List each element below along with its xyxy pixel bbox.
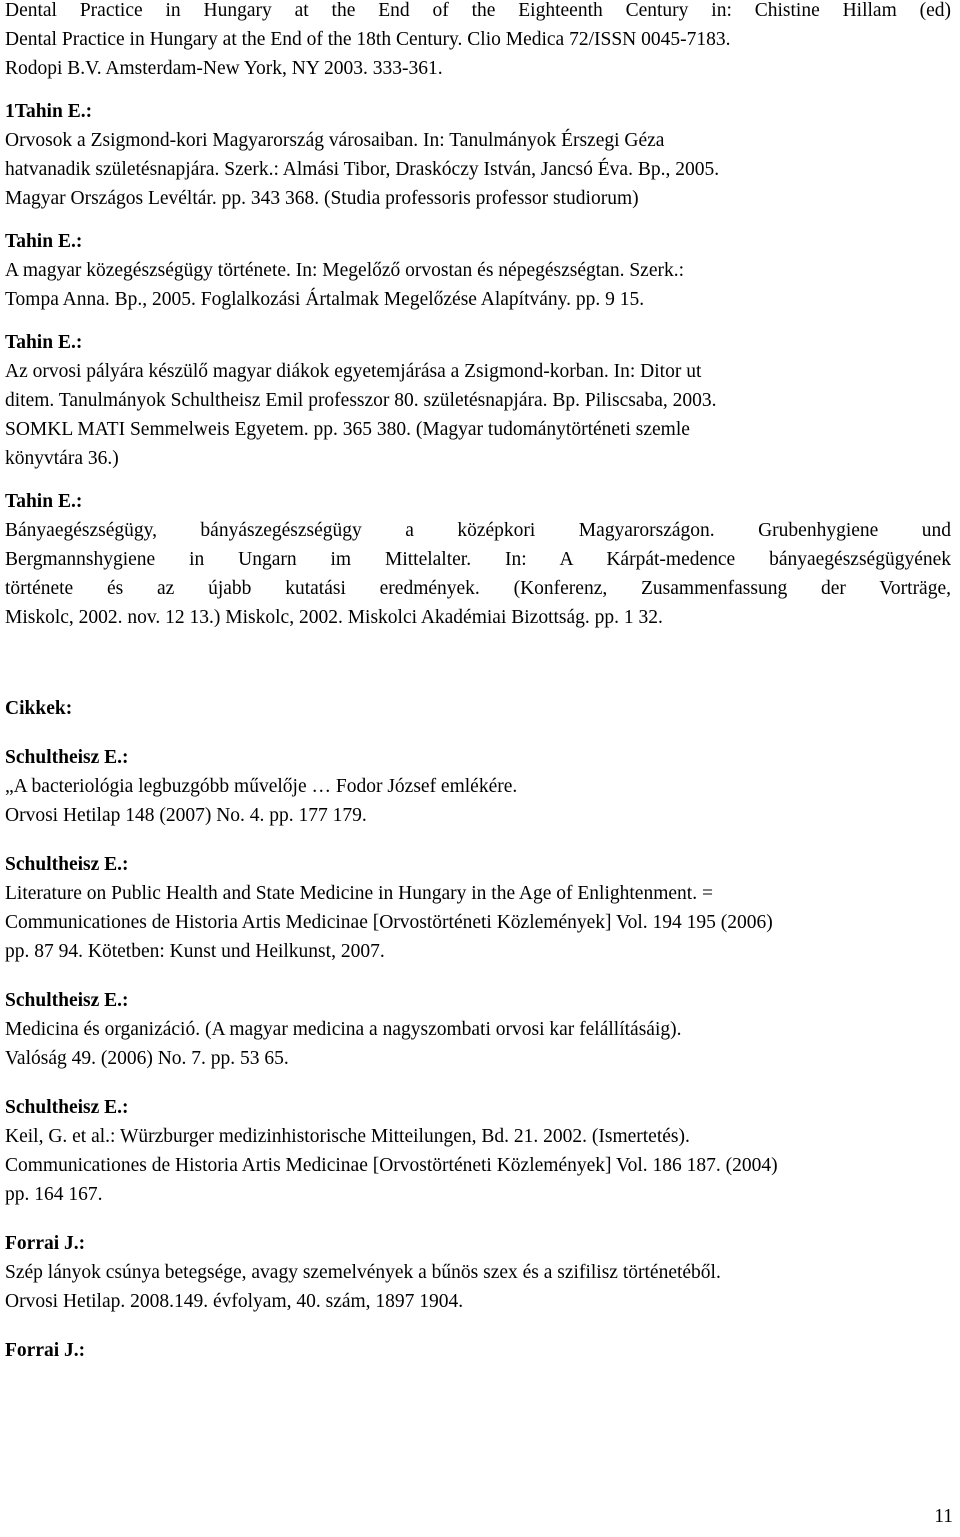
entry-line: Medicina és organizáció. (A magyar medicina a nagyszombati orvosi kar felállításáig).: [5, 1019, 682, 1040]
entry-line: Orvosi Hetilap 148 (2007) No. 4. pp. 177 179.: [5, 805, 367, 826]
entry-author: Tahin E.:: [5, 491, 83, 512]
entry-line: Valóság 49. (2006) No. 7. pp. 53 65.: [5, 1048, 289, 1069]
entry-author: Schultheisz E.:: [5, 1097, 129, 1118]
entry-line: Keil, G. et al.: Würzburger medizinhistorische Mitteilungen, Bd. 21. 2002. (Ismertetés).: [5, 1126, 690, 1147]
book-entry: [5, 227, 951, 314]
entry-author: Forrai J.:: [5, 1233, 86, 1254]
article-entry: [5, 1093, 951, 1209]
entry-author: Tahin E.:: [5, 332, 83, 353]
section-heading: Cikkek:: [5, 698, 73, 719]
entry-line: Dental Practice in Hungary at the End of the Eighteenth Century in: Chistine Hillam (ed): [5, 0, 951, 21]
entry-author: Schultheisz E.:: [5, 990, 129, 1011]
entry-line: Communicationes de Historia Artis Medicinae [Orvostörténeti Közlemények] Vol. 194 195 (2006): [5, 912, 773, 933]
entry-author: Schultheisz E.:: [5, 747, 129, 768]
entry-author: Forrai J.:: [5, 1340, 86, 1361]
article-entry: [5, 1336, 951, 1365]
article-entry: [5, 1229, 951, 1316]
entry-line: A magyar közegészségügy története. In: Megelőző orvostan és népegészségtan. Szerk.:: [5, 260, 685, 281]
entry-line: pp. 87 94. Kötetben: Kunst und Heilkunst, 2007.: [5, 941, 385, 962]
intro-entry: [5, 0, 951, 83]
entry-line: Magyar Országos Levéltár. pp. 343 368. (Studia professoris professor studiorum): [5, 188, 639, 209]
entry-line: Szép lányok csúnya betegsége, avagy szemelvények a bűnös szex és a szifilisz történetéből.: [5, 1262, 721, 1283]
entry-line: Az orvosi pályára készülő magyar diákok egyetemjárása a Zsigmond-korban. In: Ditor ut: [5, 361, 702, 382]
entry-author: Schultheisz E.:: [5, 854, 129, 875]
entry-line: Bergmannshygiene in Ungarn im Mittelalter. In: A Kárpát-medence bányaegészségügyének: [5, 549, 951, 570]
entry-line: Bányaegészségügy, bányászegészségügy a középkori Magyarországon. Grubenhygiene und: [5, 520, 951, 541]
entry-line: Miskolc, 2002. nov. 12 13.) Miskolc, 2002. Miskolci Akadémiai Bizottság. pp. 1 32.: [5, 607, 663, 628]
book-entry: [5, 97, 951, 213]
entry-author: 1Tahin E.:: [5, 101, 93, 122]
entry-line: hatvanadik születésnapjára. Szerk.: Almási Tibor, Draskóczy István, Jancsó Éva. Bp., 2005.: [5, 159, 720, 180]
article-entry: [5, 743, 951, 830]
bibliography: [5, 0, 951, 1365]
entry-line: Orvosok a Zsigmond-kori Magyarország városaiban. In: Tanulmányok Érszegi Géza: [5, 130, 665, 151]
article-entry: [5, 850, 951, 966]
entry-line: története és az újabb kutatási eredmények. (Konferenz, Zusammenfassung der Vorträge,: [5, 578, 951, 599]
entry-line: SOMKL MATI Semmelweis Egyetem. pp. 365 380. (Magyar tudománytörténeti szemle: [5, 419, 690, 440]
entry-line: Literature on Public Health and State Medicine in Hungary in the Age of Enlightenment. =: [5, 883, 713, 904]
entry-line: Orvosi Hetilap. 2008.149. évfolyam, 40. szám, 1897 1904.: [5, 1291, 464, 1312]
book-entry: [5, 487, 951, 632]
book-entry: [5, 328, 951, 473]
page-number: 11: [934, 1506, 953, 1527]
entry-line: pp. 164 167.: [5, 1184, 103, 1205]
article-entry: [5, 986, 951, 1073]
entry-line: ditem. Tanulmányok Schultheisz Emil professzor 80. születésnapjára. Bp. Piliscsaba, 2003.: [5, 390, 717, 411]
entry-line: Tompa Anna. Bp., 2005. Foglalkozási Ártalmak Megelőzése Alapítvány. pp. 9 15.: [5, 289, 645, 310]
entry-line: könyvtára 36.): [5, 448, 119, 469]
entry-author: Tahin E.:: [5, 231, 83, 252]
entry-line: Rodopi B.V. Amsterdam-New York, NY 2003. 333-361.: [5, 58, 443, 79]
entry-line: „A bacteriológia legbuzgóbb művelője … Fodor József emlékére.: [5, 776, 518, 797]
entry-line: Communicationes de Historia Artis Medicinae [Orvostörténeti Közlemények] Vol. 186 187. (2004): [5, 1155, 778, 1176]
entry-line: Dental Practice in Hungary at the End of the 18th Century. Clio Medica 72/ISSN 0045-7183.: [5, 29, 731, 50]
